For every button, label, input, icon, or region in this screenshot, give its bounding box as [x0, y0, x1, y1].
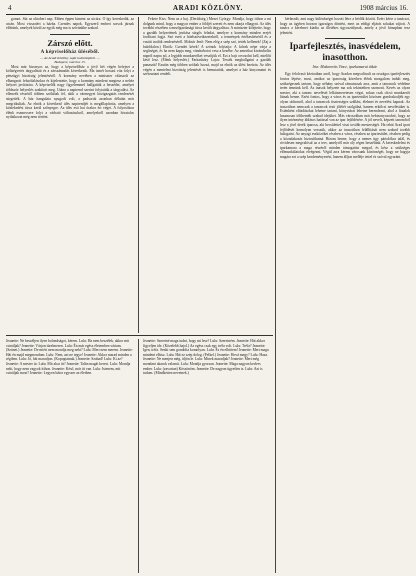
page-number: 4	[8, 4, 12, 12]
column-divider-2	[275, 17, 276, 573]
column3-intro: bérbeadó, ami nagy különbséget hozott létre a bérlők között. Ezért kérte a tanácsot, hogy az ügyben hozzon igazságos döntést, mert az eddigi eljárás sokakat sújtott. A tanács a kérelmet kiadta az illetékes ügyosztálynak, amely a jövő hónapban tesz jelentést.	[280, 17, 410, 35]
article-subtitle-note: — Az Aradi Közlöny saját tudósítójától. —	[40, 55, 100, 60]
feuilleton-left	[6, 339, 134, 573]
newspaper-page	[6, 3, 410, 573]
column-3	[280, 17, 410, 573]
article-subtitle: A képviselőház üléséből.	[40, 49, 100, 55]
page-header	[6, 3, 410, 14]
newspaper-title: ARADI KÖZLÖNY.	[173, 4, 243, 12]
article-title-iparfejlesztes: Iparfejlesztés, inasvédelem, inasotthon.	[289, 42, 401, 64]
column1-intro: gomot. Süt az oktoberi nap. Ebben éppen kiment az utcára. Ő így kereskedik, az utcán. Most visszatért a házba. Csendes napok. Egyszerű emberi sorsok járnak előttünk, amelyek közül az egyik még ma is szívünkbe szakad.	[6, 17, 134, 31]
column-1	[6, 17, 134, 333]
separator	[50, 34, 90, 35]
article-body-zarszo: Most már bizonyos az, hogy a képviselőház a jövő hét végén befejezi a költségvetés tárgyalását és a zárszámadás következik. Ma ismét hosszú vita folyt a pénzügyi bizottság jelentéséről. A kormány nevében a miniszter válaszolt az elhangzott felszólalásokra és kijelentette, hogy a kormány mindent megtesz a nehéz helyzet javítására. A képviselők nagy figyelemmel hallgatták a beszédet, amelyet többször helyeslés szakított meg. Utána a napirend szerint folytatták a tárgyalást. Az ellenzék részéről többen szólaltak fel, akik a vármegyei közigazgatás rendezését sürgették. A ház hangulata nyugodt volt, a padsorok azonban délután már megritkultak. Az elnök a következő ülés napirendjét is megállapította, amelyen a közlekedési tárca kerül szőnyegre. Az ülés esti hat órakor ért véget. A folyosókon élénk eszmecsere folyt a várható változásokról, amelyekről azonban hivatalos nyilatkozat még nem történt.	[6, 64, 134, 120]
issue-date: 1908 március 16.	[359, 4, 408, 12]
article-body-iparfejlesztes: Egy felolvasó kéziratban arról, hogy Aradon megvalósult az országos iparfejlesztés fontos lépése, most, amikor az iparosság köreiben élénk mozgalom indult meg, szükségesnek tartom, hogy néhány szóval rámutassak arra, amit a tanoncok védelme terén tennünk kell. Az inasok helyzete ma sok tekintetben szomorú. Kevés az olyan mester, aki a tanonc nevelését lelkiismeretesen végzi, sokan csak olcsó munkaerőt látnak benne. Ezért fontos, hogy a város és az ipartestület közösen gondoskodjék egy olyan otthonról, ahol a tanoncok tisztességes szállást, élelmet és nevelést kapnak. Az inasotthon nemcsak a tanoncok testi jólétét szolgálná, hanem erkölcsi nevelésüket is. Esténként előadásokat lehetne tartani, könyvtárat lehetne berendezni, ahol a fiatalok hasznosan tölthetnék szabad idejüket. Más városokban már bebizonyosodott, hogy az ilyen intézmény áldásos hatással van az ipar fejlődésére. A jól nevelt, képzett tanoncból lesz a jövő derék iparosa, aki becsülettel viszi tovább mesterségét. Ha tehát Arad ipari fejlődését komolyan vesszük, akkor az inasotthon felállítását nem szabad tovább halogatni. Az anyagi eszközöket részben a város, részben az ipartestület, részben pedig a közadakozás biztosíthatná. Bízom benne, hogy a nemes ügy pártolókra talál, és rövidesen megvalósul az a terv, amelyről már oly régen beszélünk. A kereskedelmi és iparkamara a maga részéről minden támogatást megad, és kész a szükséges előmunkálatokat elvégezni. Végül arra kérem városunk közönségét, hogy ne hagyja magára ezt a szép kezdeményezést, hanem álljon melléje tettel és szóval egyaránt.	[280, 72, 410, 160]
separator	[325, 38, 365, 39]
feuilleton-divider	[138, 339, 139, 573]
article-dateline: Budapest, március 15.	[54, 60, 86, 65]
feuilleton-rule	[6, 335, 273, 336]
article-title-zarszo: Zárszó előtt.	[47, 37, 93, 48]
header-rule	[6, 14, 410, 15]
column-divider-1	[138, 17, 139, 333]
column-2	[143, 17, 271, 333]
feuilleton-right	[143, 339, 271, 573]
feuilleton-right-text: Jeanette: Szeretné maga tudni, hogy mi lesz? Lulu: Szeretném. Jeanette: Hát akkor figyeljen ide. (Közelebb hajol.) Az egész csak egy tréfa volt. Lulu: Tréfa? Jeanette: Igen, tréfa. Senki sem gondolta komolyan. Lulu: És én elhittem! Jeanette: Mert maga mindent elhisz. Lulu: Hát ez szép dolog. (Felkel.) Jeanette: Hová megy? Lulu: Haza. Jeanette: Ne menjen még, üljön le. Lulu: Minek maradjak? Jeanette: Mert még mondani akarok valamit. Lulu: Mondja gyorsan. Jeanette: Maga nagyon kedves ember. Lulu: (zavartan) Köszönöm. Jeanette: De nagyon ügyetlen is. Lulu: Azt is tudom. (Mindketten nevetnek.)	[143, 339, 269, 376]
feuilleton-left-text: Jeanette: Ne beszéljen ilyen bolondságot, kérem. Lulu: Ha nem beszélek, akkor mit csináljak? Jeanette: Várjon türelmesen. Lulu: Én már egész életemben vártam. (Szünet.) Jeanette: De miért nem mondja meg neki? Lulu: Mert nem merem. Jeanette: Hát én majd megmondom. Lulu: Nem, azt ne tegye! Jeanette: Akkor marad minden a régiben. Lulu: Jó, hát maradjon. (Kopogtatnak.) Jeanette: Szabad! Lulu: Ki az? Jeanette: A mester úr. Lulu: Mit akar itt? Jeanette: Talán magát keresi. Lulu: Mondja neki, hogy nem vagyok itthon. Jeanette: Késő, már itt van. Lulu: Istenem, mit csináljak most? Jeanette: Legyen bátor egyszer az életben.	[6, 339, 133, 376]
article-author: Irta: Makarovits Vince, iparkamarai titkár.	[312, 65, 378, 70]
column2-body: Fekete Kiss: Nem az a baj. (Derültség.) Mezei György: Mondja, hogy itthon a mi dolgunk mind, hogy a magyar ember a földjét szereti és nem akarja elhagyni. Az ülés további részében a mezőgazdasági tárca került tárgyalásra. A miniszter kifejtette, hogy a gazdák helyzetének javítása sürgős feladat, amelyre a kormány minden erejét fordítani fogja. Szó esett a hitelszövetkezetekről, a termények értékesítéséről és a vasúti tarifák rendezéséről. Molnár Jenő: Nem elég a szép szó, tettek kellenek! (Zaj a baloldalon.) Elnök: Csendet kérek! A szónok folytatja: A falvak népe várja a segítséget, és ha nem kapja meg, vándorbotot vesz a kezébe. Az amerikai kivándorlás napról napra nő, a legjobb munkaerőket veszítjük el. Ezt a bajt orvosolni kell, mielőtt késő lesz. (Élénk helyeslés.) Farkasházy Lajos: Tessék meghallgatni a gazdák panaszát! Ezután még többen szóltak hozzá, majd az elnök az ülést bezárta. Az ülés végén a mentelmi bizottság jelentését is bemutatták, amelyet a ház kinyomatni és szétosztani rendelt.	[143, 17, 271, 77]
